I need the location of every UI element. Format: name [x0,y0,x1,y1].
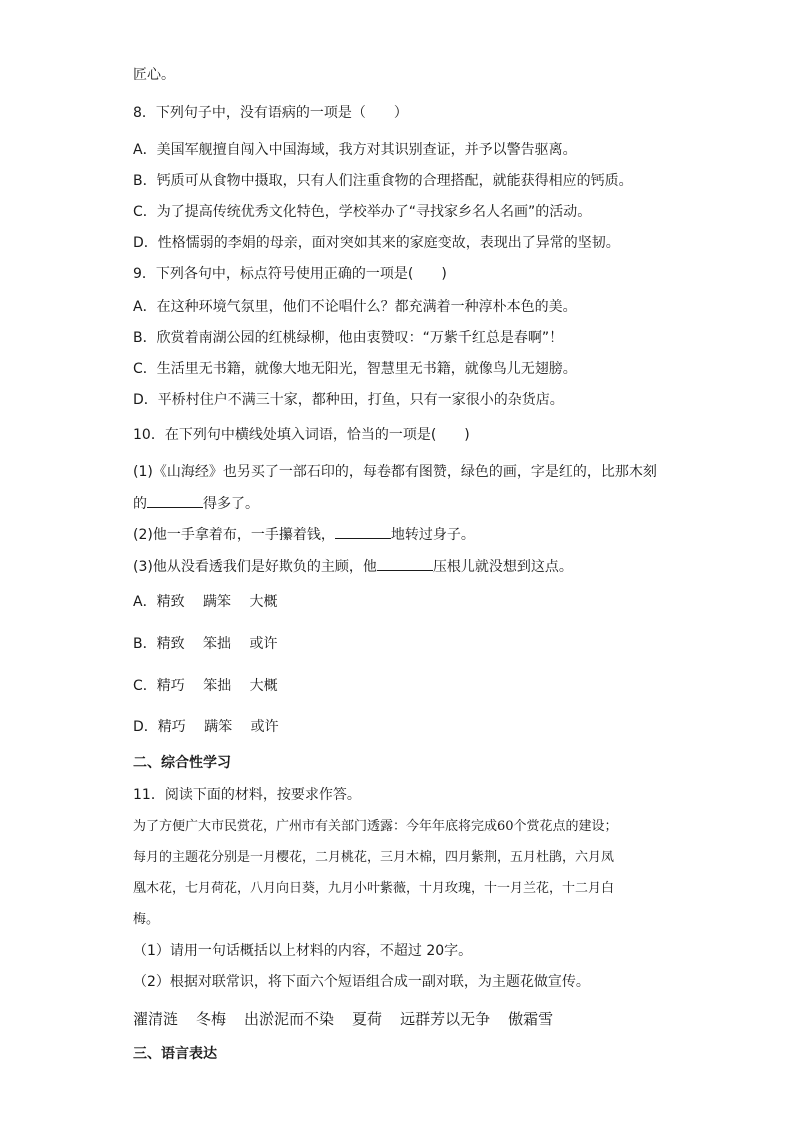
question-11-sub-2: （2）根据对联常识，将下面六个短语组合成一副对联，为主题花做宣传。 [133,974,590,990]
continuation-text: 匠心。 [133,67,175,83]
phrase-item: 出淤泥而不染 [244,1010,335,1028]
question-10-sentence-1-line-1: (1)《山海经》也另买了一部石印的，每卷都有图赞，绿色的画，字是红的，比那木刻 [133,464,657,480]
question-11-sub-1: （1）请用一句话概括以上材料的内容，不超过 20字。 [133,943,473,959]
question-11-material-line-4: 梅。 [133,912,160,927]
phrase-item: 傲霜雪 [508,1010,554,1028]
fill-blank [377,557,433,571]
question-11-material-line-2: 每月的主题花分别是一月樱花，二月桃花，三月木棉，四月紫荆，五月杜鹃，六月凤 [133,850,615,865]
question-10-option-b: B．精致 笨拙 或许 [133,636,278,652]
phrase-item: 濯清涟 [133,1010,179,1028]
question-8-option-b: B．钙质可从食物中摄取，只有人们注重食物的合理搭配，就能获得相应的钙质。 [133,173,633,189]
phrase-item: 远群芳以无争 [400,1010,491,1028]
question-8-option-d: D．性格懦弱的李娟的母亲，面对突如其来的家庭变故，表现出了异常的坚韧。 [133,235,620,251]
section-2-heading: 二、综合性学习 [133,755,231,771]
question-11-material-line-1: 为了方便广大市民赏花，广州市有关部门透露：今年年底将完成60个赏花点的建设； [133,819,618,834]
question-11-material-line-3: 凰木花，七月荷花，八月向日葵，九月小叶紫薇，十月玫瑰，十一月兰花，十二月白 [133,881,615,896]
question-11-stem: 11．阅读下面的材料，按要求作答。 [133,787,361,803]
phrase-item: 冬梅 [196,1010,227,1028]
question-10-sentence-2: (2)他一手拿着布，一手攥着钱， 地转过身子。 [133,527,475,543]
question-10-option-d: D．精巧 蹒笨 或许 [133,719,279,735]
section-3-heading: 三、语言表达 [133,1046,217,1062]
fill-blank [147,494,203,508]
phrase-item: 夏荷 [352,1010,383,1028]
question-8-option-a: A．美国军舰擅自闯入中国海域，我方对其识别查证，并予以警告驱离。 [133,142,577,158]
question-10-option-c: C．精巧 笨拙 大概 [133,678,278,694]
question-9-option-d: D．平桥村住户不满三十家，都种田，打鱼，只有一家很小的杂货店。 [133,392,564,408]
question-9-option-c: C．生活里无书籍，就像大地无阳光，智慧里无书籍，就像鸟儿无翅膀。 [133,361,577,377]
phrase-bank [133,1010,553,1028]
question-9-option-b: B．欣赏着南湖公园的红桃绿柳，他由衷赞叹：“万紫千红总是春啊”！ [133,330,564,346]
question-10-sentence-3: (3)他从没看透我们是好欺负的主顾，他 压根儿就没想到这点。 [133,559,573,575]
question-8-stem: 8．下列句子中，没有语病的一项是（ ） [133,105,408,121]
question-10-option-a: A．精致 蹒笨 大概 [133,594,278,610]
question-9-option-a: A．在这种环境气氛里，他们不论唱什么？都充满着一种淳朴本色的美。 [133,299,577,315]
question-10-sentence-1-line-2: 的 得多了。 [133,496,259,512]
fill-blank [335,525,391,539]
question-10-stem: 10．在下列句中横线处填入词语，恰当的一项是( ) [133,427,470,443]
question-8-option-c: C．为了提高传统优秀文化特色，学校举办了“寻找家乡名人名画”的活动。 [133,204,592,220]
question-9-stem: 9．下列各句中，标点符号使用正确的一项是( ) [133,266,447,282]
